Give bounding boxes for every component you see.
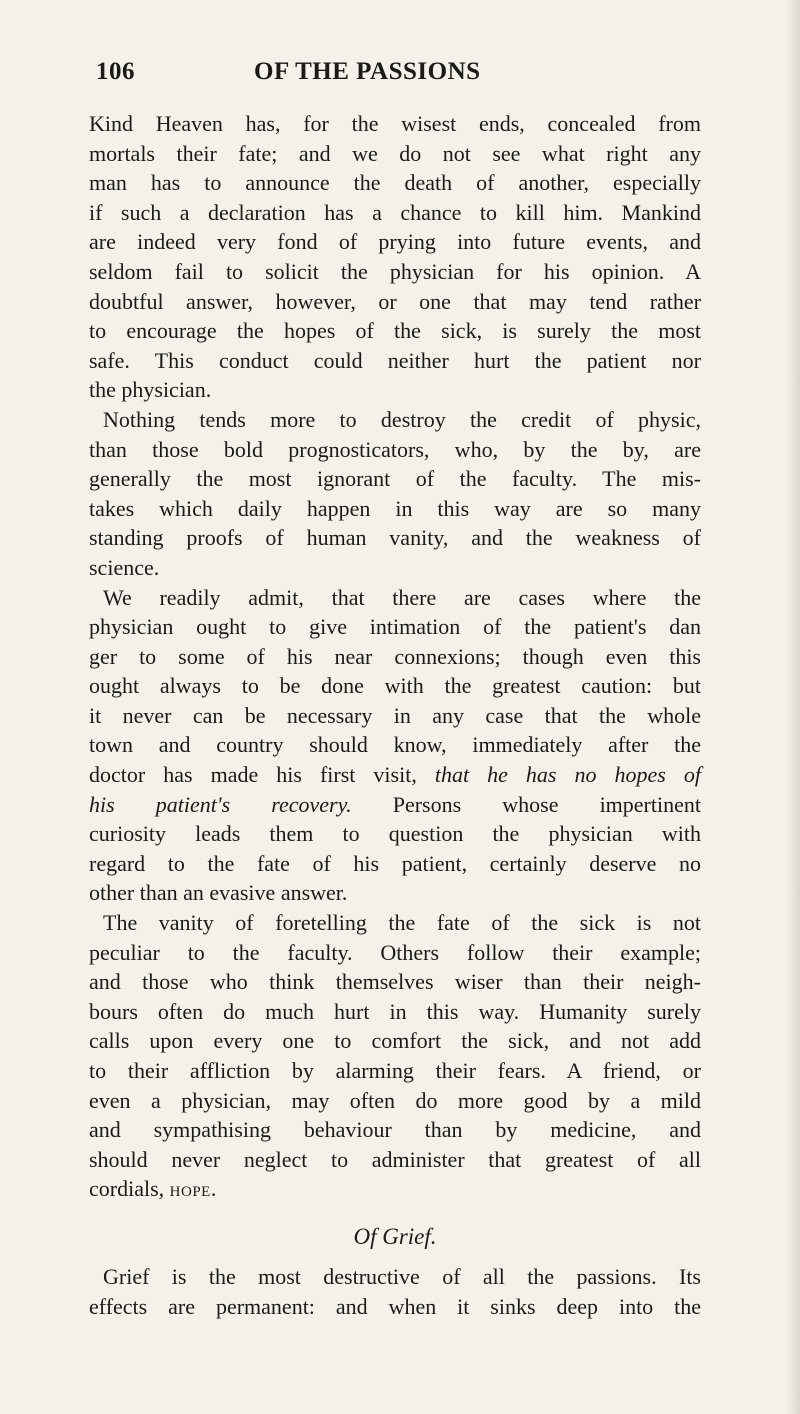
text-line: curiosity leads them to question the physician with bbox=[89, 821, 701, 847]
section-heading: Of Grief. bbox=[353, 1223, 437, 1249]
text-line: calls upon every one to comfort the sick, and not add bbox=[89, 1028, 701, 1054]
text-line: takes which daily happen in this way are so many bbox=[89, 495, 701, 521]
text-line: seldom fail to solicit the physician for his opinion. A bbox=[89, 258, 701, 284]
text-segment: cordials, bbox=[89, 1176, 165, 1202]
text-line: than those bold prognosticators, who, by the by, are bbox=[89, 436, 701, 462]
text-line: Nothing tends more to destroy the credit of physic, bbox=[103, 406, 701, 432]
text-line: mortals their fate; and we do not see what right any bbox=[89, 140, 701, 166]
text-line: the physician. bbox=[89, 377, 212, 403]
italic-phrase: that he has no hopes of bbox=[434, 762, 701, 788]
text-line-with-italic bbox=[89, 760, 701, 790]
text-line: should never neglect to administer that greatest of all bbox=[89, 1146, 701, 1172]
text-line: ger to some of his near connexions; though even this bbox=[89, 643, 701, 669]
text-line: The vanity of foretelling the fate of the sick is not bbox=[103, 910, 701, 936]
page-number: 106 bbox=[96, 58, 135, 85]
body-text bbox=[89, 109, 701, 1321]
section-paragraph bbox=[89, 1262, 701, 1321]
text-line: effects are permanent: and when it sinks deep into the bbox=[89, 1293, 701, 1319]
text-line: science. bbox=[89, 554, 160, 580]
italic-phrase: his patient's recovery. bbox=[89, 791, 352, 817]
running-title: OF THE PASSIONS bbox=[254, 58, 481, 85]
text-line: doubtful answer, however, or one that may tend rather bbox=[89, 288, 701, 314]
text-line: Kind Heaven has, for the wisest ends, concealed from bbox=[89, 111, 701, 136]
text-line: physician ought to give intimation of the patient's dan bbox=[89, 614, 701, 640]
text-line: bours often do much hurt in this way. Humanity surely bbox=[89, 998, 701, 1024]
text-line: generally the most ignorant of the faculty. The mis- bbox=[89, 466, 701, 492]
paragraph-3 bbox=[89, 583, 701, 909]
text-line: Grief is the most destructive of all the passions. Its bbox=[103, 1263, 701, 1289]
text-segment: doctor has made his first visit, bbox=[89, 762, 417, 788]
text-line: safe. This conduct could neither hurt the patient nor bbox=[89, 347, 701, 373]
text-line: it never can be necessary in any case that the whole bbox=[89, 702, 701, 728]
text-line bbox=[89, 1174, 701, 1204]
text-line: and those who think themselves wiser than their neigh- bbox=[89, 969, 701, 995]
text-line: other than an evasive answer. bbox=[89, 880, 348, 906]
text-line: even a physician, may often do more good by a mild bbox=[89, 1087, 701, 1113]
text-line: town and country should know, immediately after the bbox=[89, 732, 701, 758]
text-line: and sympathising behaviour than by medicine, and bbox=[89, 1117, 701, 1143]
paragraph-2 bbox=[89, 405, 701, 583]
text-line: regard to the fate of his patient, certainly deserve no bbox=[89, 850, 701, 876]
text-line: man has to announce the death of another, especially bbox=[89, 170, 701, 196]
text-segment: Persons whose impertinent bbox=[351, 791, 701, 817]
text-line: standing proofs of human vanity, and the weakness of bbox=[89, 525, 701, 551]
paragraph-1 bbox=[89, 109, 701, 405]
text-line: to their affliction by alarming their fears. A friend, or bbox=[89, 1058, 701, 1083]
text-line: if such a declaration has a chance to kill him. Mankind bbox=[89, 199, 701, 225]
running-head bbox=[96, 58, 756, 92]
smallcaps-word: hope. bbox=[169, 1176, 217, 1202]
text-line: are indeed very fond of prying into future events, and bbox=[89, 229, 701, 255]
paragraph-4 bbox=[89, 908, 701, 1204]
text-line-with-italic bbox=[89, 790, 701, 820]
text-line: peculiar to the faculty. Others follow their example; bbox=[89, 939, 701, 965]
text-line: We readily admit, that there are cases where the bbox=[103, 584, 701, 610]
text-line: ought always to be done with the greatest caution: but bbox=[89, 673, 701, 699]
text-line: to encourage the hopes of the sick, is surely the most bbox=[89, 318, 701, 344]
page-edge-shadow bbox=[786, 0, 800, 1414]
